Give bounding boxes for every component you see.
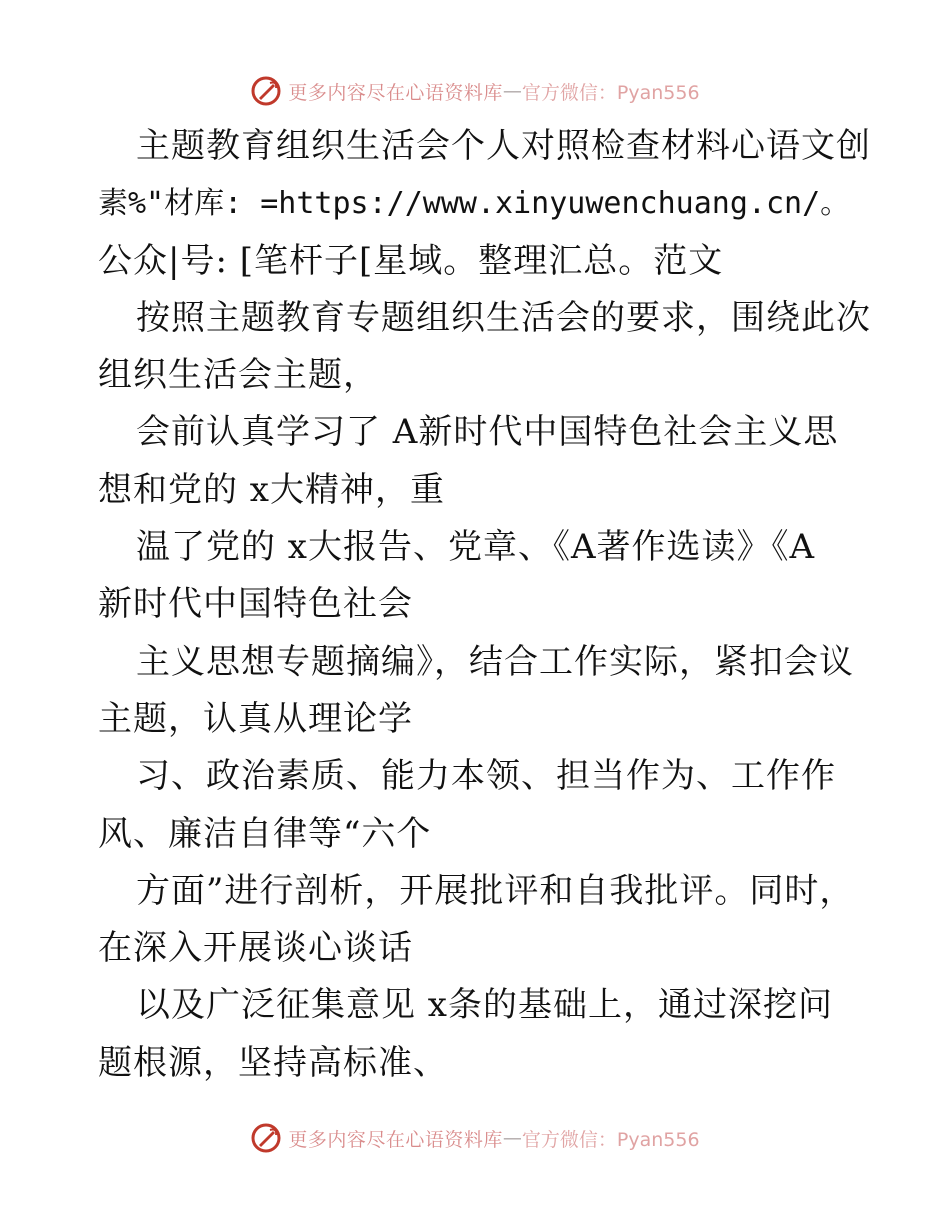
footer-watermark <box>0 1118 950 1158</box>
watermark-dash: — <box>502 80 522 102</box>
document-body <box>98 118 871 1092</box>
text-line: 公众|号: [笔杆子[星域。整理汇总。范文 <box>98 240 724 281</box>
text-line: 方面”进行剖析，开展批评和自我批评。同时， <box>136 870 855 911</box>
watermark-right-text: 官方微信：Pyan556 <box>521 81 700 104</box>
text-line: 素%"材库: =https://www.xinyuwenchuang.cn/。 <box>98 186 851 222</box>
text-line: 会前认真学习了 A新时代中国特色社会主义思 <box>136 412 839 453</box>
quill-pen-logo-icon <box>250 75 282 107</box>
text-line: 温了党的 x大报告、党章、《A著作选读》《A <box>136 527 816 568</box>
quill-pen-logo-icon <box>250 1122 282 1154</box>
text-line: 在深入开展谈心谈话 <box>98 928 413 969</box>
text-line: 主义思想专题摘编》，结合工作实际，紧扣会议 <box>136 641 854 682</box>
text-line: 主题教育组织生活会个人对照检查材料心语文创 <box>136 126 871 166</box>
text-line: 以及广泛征集意见 x条的基础上，通过深挖问 <box>136 985 833 1026</box>
text-line: 风、廉洁自律等“六个 <box>98 813 432 854</box>
text-line: 题根源，坚持高标准、 <box>98 1042 448 1083</box>
watermark-left-text: 更多内容尽在心语资料库 <box>288 1128 503 1151</box>
text-line: 按照主题教育专题组织生活会的要求，围绕此次 <box>136 297 871 338</box>
text-line: 组织生活会主题， <box>98 355 378 396</box>
text-line: 想和党的 x大精神，重 <box>98 469 445 510</box>
text-line: 习、政治素质、能力本领、担当作为、工作作 <box>136 756 836 797</box>
watermark-left-text: 更多内容尽在心语资料库 <box>288 81 503 104</box>
header-watermark <box>0 71 950 111</box>
text-line: 主题，认真从理论学 <box>98 698 413 739</box>
watermark-dash: — <box>502 1127 522 1149</box>
watermark-right-text: 官方微信：Pyan556 <box>521 1128 700 1151</box>
text-line: 新时代中国特色社会 <box>98 584 413 625</box>
